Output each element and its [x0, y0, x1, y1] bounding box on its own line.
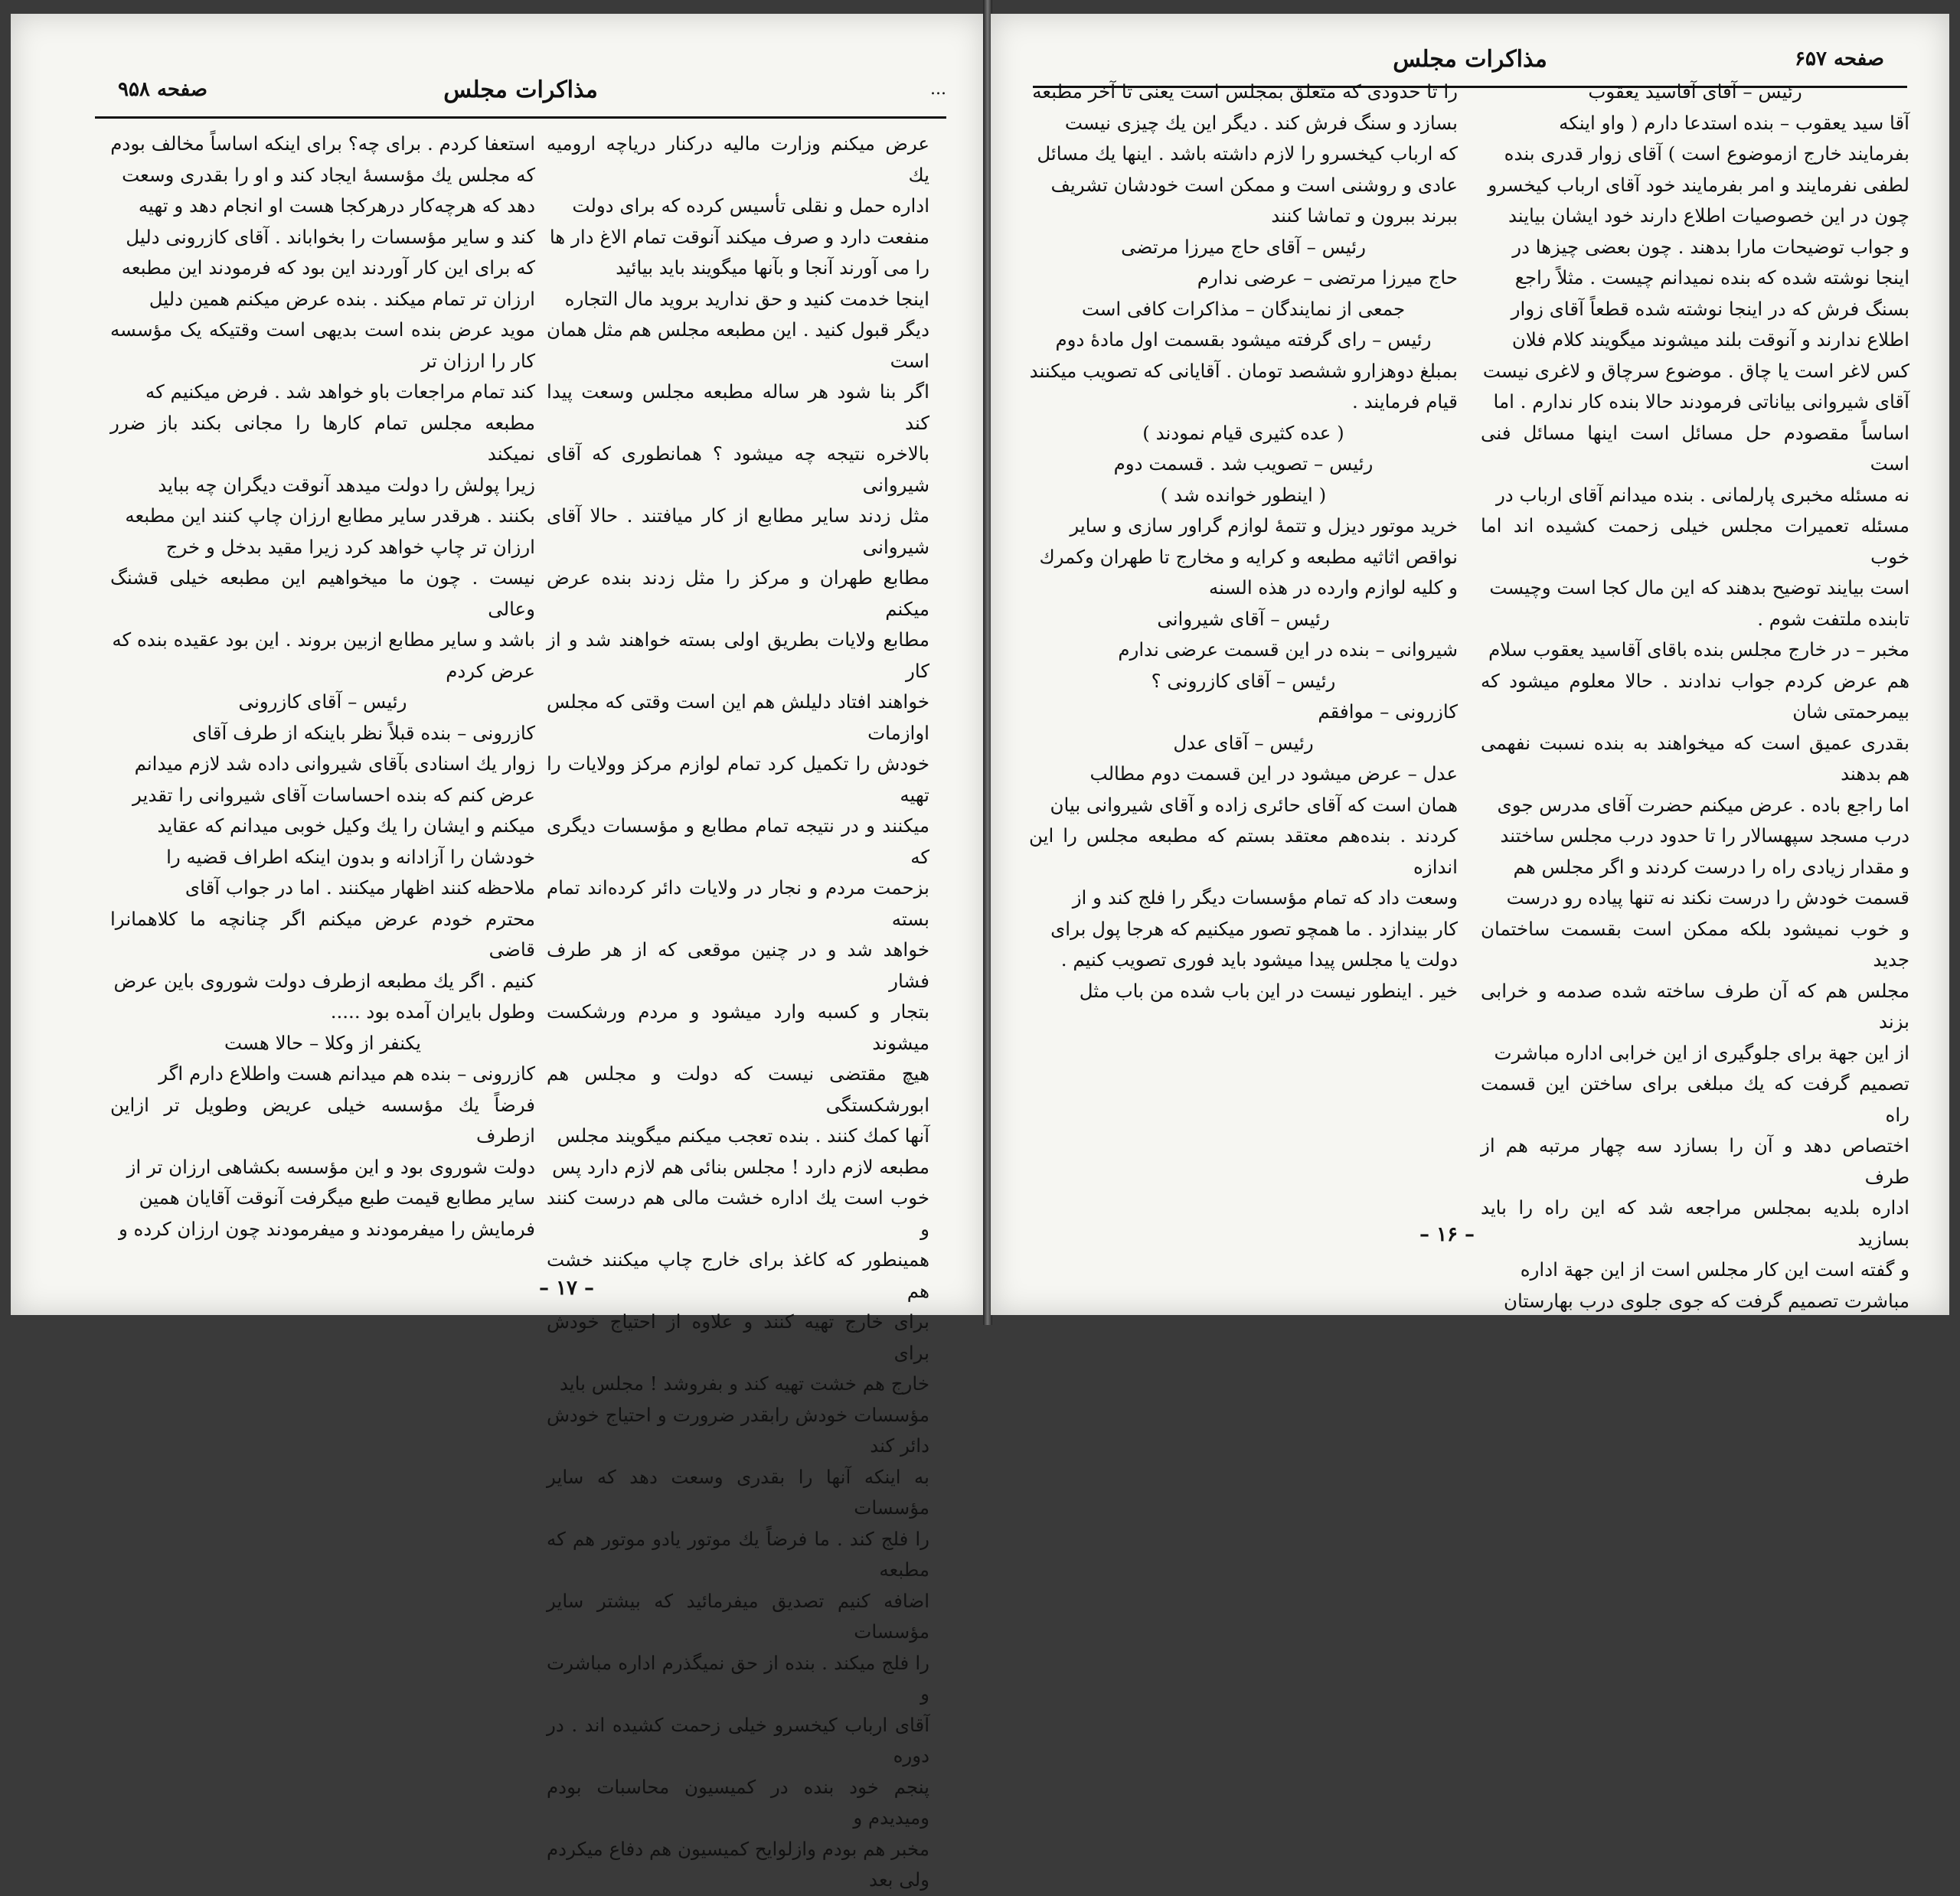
text-line: فرمایش را میفرمودند و میفرمودند چون ارزان کرده و: [118, 1217, 535, 1240]
text-line: کند و سایر مؤسسات را بخواباند . آقای کازرونی دلیل: [126, 225, 535, 248]
text-line: بالاخره نتیجه چه میشود ؟ همانطوری که آقای شیروانی: [547, 442, 929, 496]
text-line: رئیس – تصویب شد . قسمت دوم: [1113, 452, 1374, 475]
text-line: بکنند . هرقدر سایر مطابع ارزان چاپ کنند این مطبعه: [125, 504, 535, 527]
text-line: خواهد شد و در چنین موقعی که از هر طرف فشار: [547, 938, 929, 992]
text-line: خودش را تکمیل کرد تمام لوازم مرکز وولایات را تهیه: [547, 752, 929, 806]
text-line: نیست . چون ما میخواهیم این مطبعه خیلی قشنگ وعالی: [110, 566, 535, 620]
text-line: میکنند و در نتیجه تمام مطابع و مؤسسات دیگری که: [547, 814, 929, 868]
text-line: وطول بایران آمده بود .....: [330, 1000, 535, 1023]
text-line: نه مسئله مخبری پارلمانی . بنده میدانم آقای ارباب در: [1495, 483, 1909, 506]
text-line: اساساً مقصودم حل مسائل است اینها مسائل فنی است: [1481, 421, 1909, 475]
text-line: ملاحظه کنند اظهار میکنند . اما در جواب آقای: [185, 876, 535, 899]
right-page-running-title: مذاکرات مجلس: [1393, 46, 1547, 73]
text-line: برای خارج تهیه کنند و علاوه از احتیاج خودش برای: [547, 1310, 929, 1364]
text-line: اینجا نوشته شده که بنده نمیدانم چیست . مثلاً راجع: [1514, 266, 1909, 289]
text-line: اداره بلدیه بمجلس مراجعه شد که این راه را باید بسازید: [1481, 1196, 1909, 1250]
text-line: کازرونی – موافقم: [1318, 700, 1458, 723]
text-line: سایر مطابع قیمت طبع میگرفت آنوقت آقایان همین: [139, 1186, 535, 1209]
text-line: کس لاغر است یا چاق . موضوع سرچاق و لاغری نیست: [1482, 359, 1909, 382]
text-line: محترم خودم عرض میکنم اگر چنانچه ما کلاهمانرا قاضی: [110, 907, 535, 961]
left-page-header: [95, 67, 946, 119]
text-line: اطلاع ندارند و آنوقت بلند میشوند میگویند کلام فلان: [1511, 328, 1909, 351]
text-line: اضافه کنیم تصدیق میفرمائید که بیشتر سایر مؤسسات: [547, 1589, 929, 1643]
text-line: مطبعه لازم دارد ! مجلس بنائی هم لازم دارد پس: [552, 1155, 929, 1178]
text-line: فرضاً یك مؤسسه خیلی عریض وطویل تر ازاین ازطرف: [110, 1093, 535, 1147]
left-page-footer-number: – ۱۷ –: [539, 1277, 595, 1300]
text-line: بسازد و سنگ فرش کند . دیگر این یك چیزی نیست: [1064, 111, 1458, 134]
text-line: مؤسسات خودش رابقدر ضرورت و احتیاج خودش دائر کند: [547, 1403, 929, 1457]
text-line: تابنده ملتفت شوم .: [1757, 607, 1909, 630]
text-line: ارزان تر تمام میکند . بنده عرض میکنم همین دلیل: [149, 287, 535, 310]
text-line: کازرونی – بنده هم میدانم هست واطلاع دارم اگر: [158, 1062, 535, 1085]
text-line: بقدری عمیق است که میخواهند به بنده نسبت نفهمی هم بدهند: [1481, 731, 1909, 785]
text-line: و خوب نمیشود بلکه ممکن است بقسمت ساختمان جدید: [1481, 917, 1909, 971]
text-line: زیرا پولش را دولت میدهد آنوقت دیگران چه بباید: [158, 473, 535, 496]
text-line: زوار یك اسنادی بآقای شیروانی داده شد لازم میدانم: [134, 752, 535, 775]
text-line: از این جهة برای جلوگیری از این خرابی اداره مباشرت: [1494, 1041, 1909, 1064]
text-line: و جواب توضیحات مارا بدهند . چون بعضی چیزها در: [1512, 235, 1909, 258]
text-line: خرید موتور دیزل و تتمهٔ لوازم گراور سازی و سایر: [1070, 514, 1458, 537]
text-line: به اینکه آنها را بقدری وسعت دهد که سایر مؤسسات: [547, 1465, 929, 1519]
text-line: مسئله تعمیرات مجلس خیلی زحمت کشیده اند اما خوب: [1481, 514, 1909, 568]
text-line: کند تمام مراجعات باو خواهد شد . فرض میکنیم که: [145, 380, 535, 403]
left-page: [11, 14, 985, 1891]
text-line: خودشان را آزادانه و بدون اینکه اطراف قضیه را: [166, 845, 535, 868]
text-line: مباشرت تصمیم گرفت که جوی جلوی درب بهارستان: [1504, 1289, 1909, 1312]
text-line: وسعت داد که تمام مؤسسات دیگر را فلج کند و از: [1072, 886, 1458, 909]
left-page-number: صفحه ۹۵۸: [118, 78, 207, 101]
text-line: پنجم خود بنده در کمیسیون محاسبات بودم ومیدیدم و: [547, 1775, 929, 1829]
text-line: شیروانی – بنده در این قسمت عرضی ندارم: [1118, 638, 1458, 661]
text-line: باشد و سایر مطابع ازبین بروند . این بود عقیده بنده که: [112, 628, 535, 651]
text-line: عرض کنم که بنده احساسات آقای شیروانی را تقدیر: [132, 783, 535, 806]
text-line: است بیایند توضیح بدهند که این مال کجا است وچیست: [1489, 576, 1909, 599]
text-line: رئیس – آقای کازرونی ؟: [1151, 669, 1336, 692]
text-line: دیگر قبول کنید . این مطبعه مجلس هم مثل همان است: [547, 318, 929, 372]
text-line: دولت شوروی بود و این مؤسسه بکشاهی ارزان تر از: [126, 1155, 535, 1178]
text-line: چون در این خصوصیات اطلاع دارند خود ایشان بیایند: [1508, 204, 1909, 227]
text-line: تصمیم گرفت که یك مبلغی برای ساختن این قسمت راه: [1481, 1072, 1909, 1126]
left-page-running-title: مذاکرات مجلس: [443, 77, 598, 103]
text-line: آقای شیروانی بیاناتی فرمودند حالا بنده کار ندارم . اما: [1493, 390, 1909, 413]
text-line: و گفته است این کار مجلس است از این جهة اداره: [1520, 1258, 1909, 1281]
text-line: اگر بنا شود هر ساله مطبعه مجلس وسعت پیدا کند: [547, 380, 929, 434]
text-line: حاج میرزا مرتضی – عرضی ندارم: [1197, 266, 1458, 289]
text-line: آقا سید یعقوب – بنده استدعا دارم ( واو اینکه: [1559, 111, 1909, 134]
text-line: میکنم و ایشان را یك وکیل خوبی میدانم که عقاید: [157, 814, 535, 837]
text-line: مطابع طهران و مرکز را مثل زدند بنده عرض میکنم: [547, 566, 929, 620]
text-line: منفعت دارد و صرف میکند آنوقت تمام الاغ دار ها: [549, 225, 929, 248]
text-line: مطابع ولایات بطریق اولی بسته خواهند شد و از کار: [547, 628, 929, 682]
right-page-footer-number: – ۱۶ –: [1419, 1223, 1475, 1246]
text-line: قسمت خودش را درست نکند نه تنها پیاده رو درست: [1506, 886, 1909, 909]
text-line: مجلس هم که آن طرف ساخته شده صدمه و خرابی بزند: [1481, 979, 1909, 1033]
text-line: اما راجع باده . عرض میکنم حضرت آقای مدرس جوی: [1497, 793, 1909, 816]
text-line: خواهند افتاد دلیلش هم این است وقتی که مجلس اوازمات: [547, 690, 929, 744]
text-line: اینجا خدمت کنید و حق ندارید بروید مال التجاره: [564, 287, 929, 310]
text-line: عرض کردم: [446, 659, 535, 682]
text-line: هیچ مقتضی نیست که دولت و مجلس هم ابورشکستگی: [547, 1062, 929, 1116]
text-line: قیام فرمایند .: [1352, 390, 1458, 413]
text-line: ( اینطور خوانده شد ): [1160, 483, 1327, 506]
text-line: یکنفر از وکلا – حالا هست: [224, 1031, 421, 1054]
text-line: اختصاص دهد و آن را بسازد سه چهار مرتبه هم از طرف: [1481, 1134, 1909, 1188]
text-line: که ارباب کیخسرو را لازم داشته باشد . اینها یك مسائل: [1037, 142, 1458, 165]
text-line: آنها کمك کنند . بنده تعجب میکنم میگویند مجلس: [557, 1124, 929, 1147]
left-page-left-column: [110, 129, 535, 1269]
text-line: کار بیندازد . ما همچو تصور میکنیم که هرجا پول برای: [1050, 917, 1458, 940]
text-line: کنیم . اگر یك مطبعه ازطرف دولت شوروی باین عرض: [113, 969, 535, 992]
text-line: و کلیه لوازم وارده در هذه السنه: [1208, 576, 1458, 599]
text-line: بسنگ فرش که در اینجا نوشته شده قطعاً آقای زوار: [1511, 297, 1909, 320]
text-line: اداره حمل و نقلی تأسیس کرده که برای دولت: [572, 194, 929, 217]
text-line: عرض میکنم وزارت مالیه درکنار دریاچه ارومیه یك: [547, 132, 929, 186]
text-line: جمعی از نمایندگان – مذاکرات کافی است: [1081, 297, 1406, 320]
text-line: خیر . اینطور نیست در این باب شده من باب مثل: [1079, 979, 1458, 1002]
text-line: رئیس – آقای شیروانی: [1157, 607, 1330, 630]
text-line: کردند . بنده‌هم معتقد بستم که مطبعه مجلس را این اندازه: [1029, 824, 1458, 878]
text-line: بمبلغ دوهزارو ششصد تومان . آقایانی که تصویب میکنند: [1029, 359, 1458, 382]
right-page-number: صفحه ۶۵۷: [1795, 47, 1884, 70]
left-page-header-dots: ...: [930, 80, 946, 99]
text-line: بفرمایند خارج ازموضوع است ) آقای زوار قدری بنده: [1504, 142, 1909, 165]
text-line: آقای ارباب کیخسرو خیلی زحمت کشیده اند . در دوره: [547, 1713, 929, 1767]
text-line: مطبعه مجلس تمام کارها را مجانی بکند باز ضرر نمیکند: [110, 411, 535, 465]
text-line: استعفا کردم . برای چه؟ برای اینکه اساساً مخالف بودم: [110, 132, 535, 155]
text-line: مخبر هم بودم وازلوایح کمیسیون هم دفاع میکردم ولی بعد: [547, 1837, 929, 1891]
text-line: هم عرض کردم جواب ندادند . حالا معلوم میشود که بیمرحمتی شان: [1481, 669, 1909, 723]
text-line: مثل زدند سایر مطابع از کار میافتند . حالا آقای شیروانی: [547, 504, 929, 558]
text-line: بتجار و کسبه وارد میشود و مردم ورشکست میشوند: [547, 1000, 929, 1054]
text-line: رئیس – آقای آقاسید یعقوب: [1588, 80, 1802, 103]
text-line: رئیس – رای گرفته میشود بقسمت اول مادهٔ دوم: [1055, 328, 1432, 351]
text-line: دولت یا مجلس پیدا میشود باید فوری تصویب کنیم .: [1060, 948, 1458, 971]
right-page-right-column: [1481, 77, 1909, 1312]
text-line: موید عرض بنده است بدیهی است وقتیکه یک مؤسسه کار را ارزان تر: [110, 318, 535, 372]
text-line: عدل – عرض میشود در این قسمت دوم مطالب: [1089, 762, 1458, 785]
text-line: را فلج کند . ما فرضاً یك موتور یادو موتور هم که مطبعه: [547, 1527, 929, 1581]
text-line: مخبر – در خارج مجلس بنده باقای آقاسید یعقوب سلام: [1488, 638, 1909, 661]
text-line: لطفی نفرمایند و امر بفرمایند خود آقای ارباب کیخسرو: [1488, 173, 1909, 196]
text-line: ارزان تر چاپ خواهد کرد زیرا مقید بدخل و خرج: [165, 535, 535, 558]
text-line: خارج هم خشت تهیه کند و بفروشد ! مجلس باید: [559, 1372, 929, 1395]
text-line: دهد که هرچه‌کار درهرکجا هست او انجام دهد و تهیه: [138, 194, 535, 217]
text-line: بزحمت مردم و نجار در ولایات دائر کرده‌اند تمام بسته: [547, 876, 929, 930]
text-line: همینطور که کاغذ برای خارج چاپ میکنند خشت هم: [547, 1248, 929, 1302]
text-line: خوب است یك اداره خشت مالی هم درست کنند و: [547, 1186, 929, 1240]
text-line: همان است که آقای حائری زاده و آقای شیروانی بیان: [1050, 793, 1458, 816]
text-line: را تا حدودی که متعلق بمجلس است یعنی تا آخر مطبعه: [1032, 80, 1458, 103]
text-line: که برای این کار آوردند این بود که فرمودند این مطبعه: [121, 256, 535, 279]
right-page: [991, 14, 1949, 1315]
text-line: رئیس – آقای کازرونی: [238, 690, 407, 713]
right-page-left-column: [1029, 77, 1458, 1240]
text-line: که مجلس یك مؤسسهٔ ایجاد کند و او را بقدری وسعت: [122, 163, 535, 186]
text-line: ببرند ببرون و تماشا کنند: [1271, 204, 1458, 227]
text-line: را فلج میکند . بنده از حق نمیگذرم اداره مباشرت و: [547, 1651, 929, 1705]
text-line: و مقدار زیادی راه را درست کردند و اگر مجلس هم: [1513, 855, 1909, 878]
text-line: کازرونی – بنده قبلاً نظر باینکه از طرف آقای: [192, 721, 535, 744]
text-line: رئیس – آقای حاج میرزا مرتضی: [1121, 235, 1366, 258]
text-line: ( عده کثیری قیام نمودند ): [1142, 421, 1344, 444]
text-line: عادی و روشنی است و ممکن است خودشان تشریف: [1050, 173, 1458, 196]
text-line: نواقص اثاثیه مطبعه و کرایه و مخارج تا طهران وکمرك: [1039, 545, 1458, 568]
text-line: درب مسجد سپهسالار را تا حدود درب مجلس ساختند: [1500, 824, 1909, 847]
text-line: رئیس – آقای عدل: [1173, 731, 1314, 754]
text-line: را می آورند آنجا و بآنها میگویند باید بیائید: [616, 256, 929, 279]
